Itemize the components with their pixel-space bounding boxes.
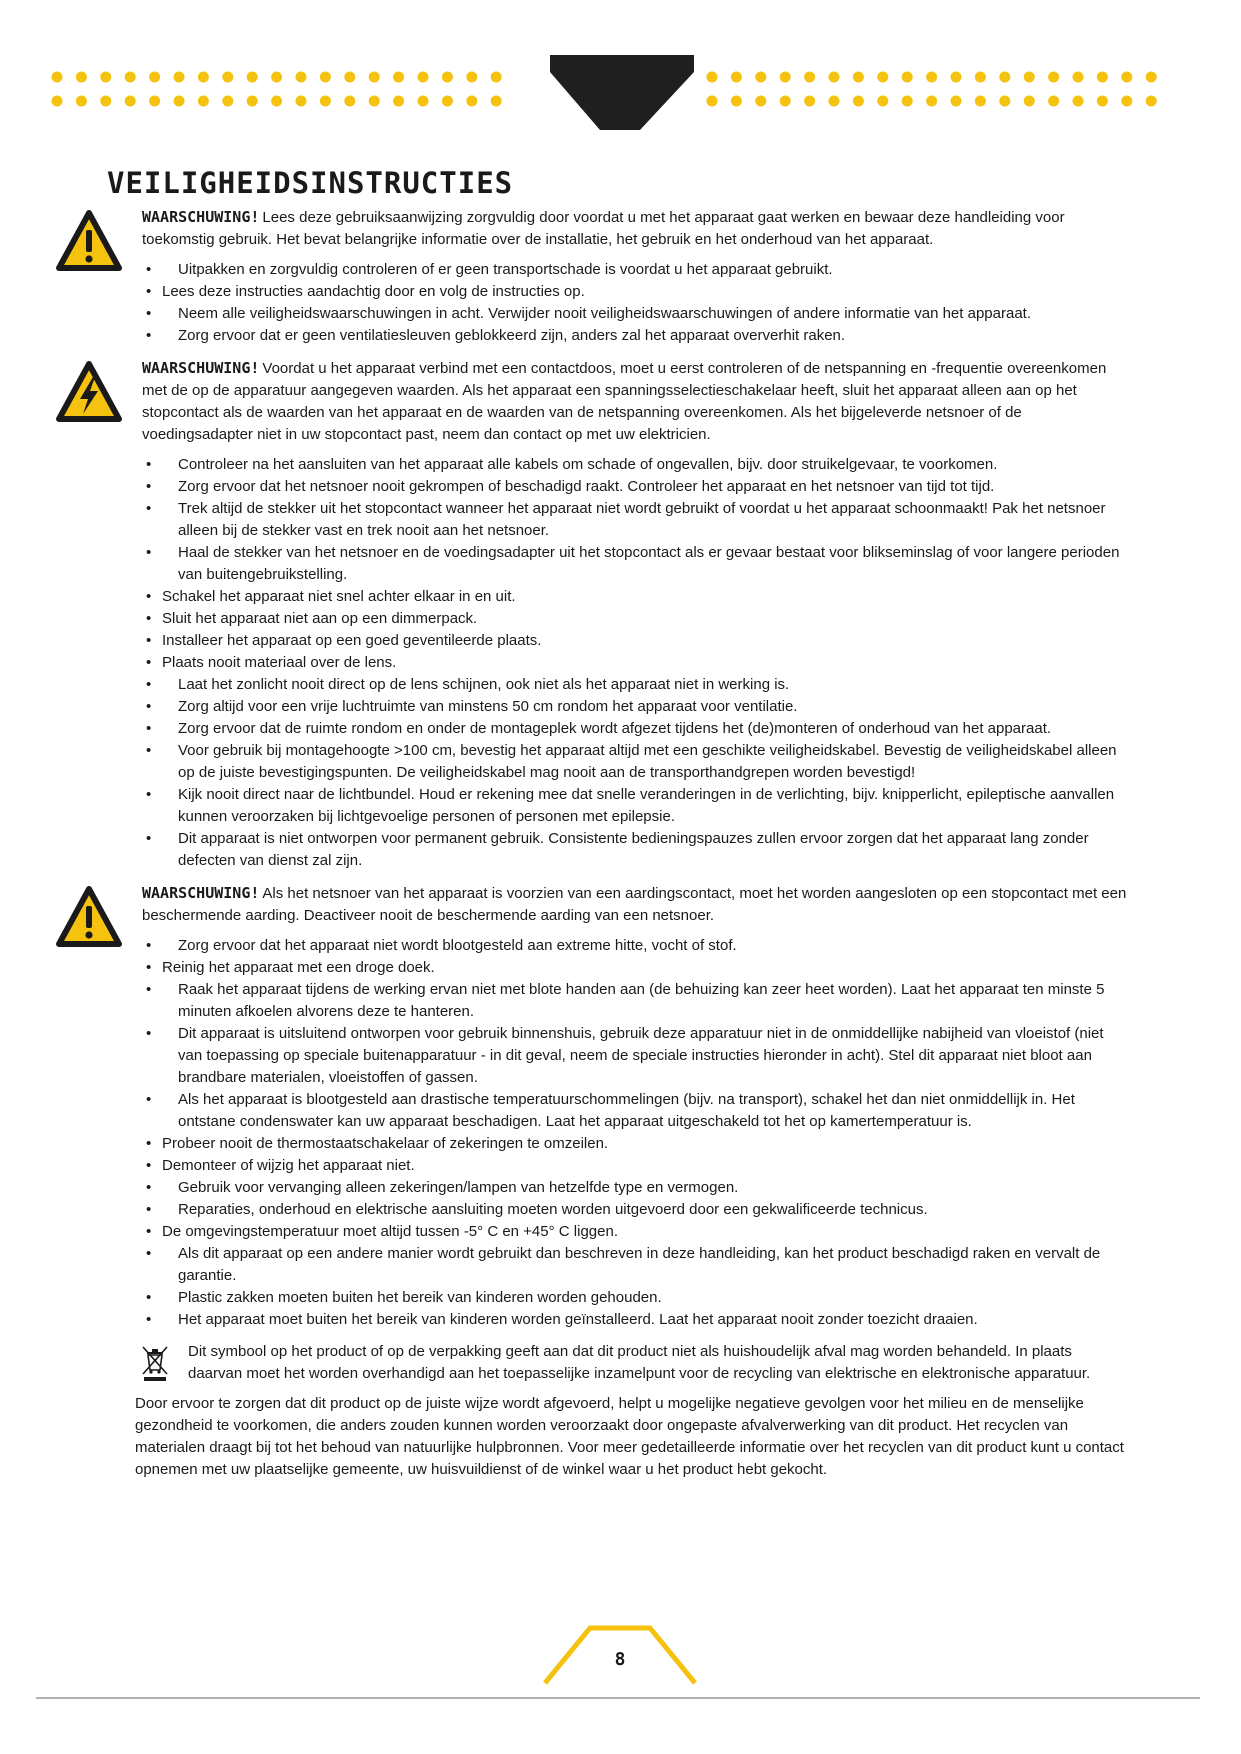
header-dot [52, 72, 63, 83]
header-dot [442, 72, 453, 83]
header-dot [442, 96, 453, 107]
header-dot [1024, 72, 1035, 83]
header-dot [780, 96, 791, 107]
header-dot [1121, 72, 1132, 83]
header-dot [999, 72, 1010, 83]
header-trapezoid [550, 55, 694, 130]
list-item: • Haal de stekker van het netsnoer en de voedingsadapter uit het stopcontact als er gevaar bestaat voor blikseminslag of voor langere perioden van buitengebruikstelling. [146, 544, 1120, 583]
header-dot [222, 72, 233, 83]
list-item: • Gebruik voor vervanging alleen zekeringen/lampen van hetzelfde type en vermogen. [50, 1177, 1130, 1199]
list-item: • Als het apparaat is blootgesteld aan drastische temperatuurschommelingen (bijv. na transport), schakel het dan niet onmiddellijk in. Het ontstane condenswater kan uw apparaat beschadigen. Laat het apparaat uitgeschakeld tot het op kamertemperatuur is. [146, 1091, 1075, 1130]
header-dot [829, 72, 840, 83]
warning-text: Voordat u het apparaat verbind met een contactdoos, moet u eerst controleren of de netspanning en -frequentie overeenkomen met de op de apparatuur aangegeven waarden. Als het apparaat een spanningsselectieschakelaar heeft, sluit het apparaat alleen aan op het stopcontact als de waarden van het apparaat en de waarden van de netspanning overeenkomen. Als het bijgeleverde netsnoer of de voedingsadapter niet in uw stopcontact past, neem dan contact op met uw elektricien. [142, 360, 1107, 443]
header-dot [271, 72, 282, 83]
header-dot [369, 96, 380, 107]
warning-block-1 [50, 206, 1130, 251]
list-item: • Dit apparaat is uitsluitend ontworpen voor gebruik binnenshuis, gebruik deze apparatuur niet in de onmiddellijke nabijheid van vloeistof (niet van toepassing op speciale buitenapparatuur - in dit geval, neem de speciale instructies hieronder in acht). Stel dit apparaat niet bloot aan brandbare materialen, vloeistoffen of gassen. [146, 1025, 1104, 1086]
list-item: • Zorg altijd voor een vrije luchtruimte van minstens 50 cm rondom het apparaat voor ventilatie. [50, 696, 1130, 718]
header-dot [100, 72, 111, 83]
list-item: • Voor gebruik bij montagehoogte >100 cm, bevestig het apparaat altijd met een geschikte veiligheidskabel. Bevestig de veiligheidskabel alleen op de juiste bevestigingspunten. De veiligheidskabel mag nooit aan de transporthandgrepen worden bevestigd! [146, 742, 1117, 781]
header-dot [731, 72, 742, 83]
list-item: • Schakel het apparaat niet snel achter elkaar in en uit. [50, 586, 1130, 608]
bullet-icon: • [146, 654, 152, 671]
header-dot [466, 72, 477, 83]
header-dot [418, 96, 429, 107]
header-dot [731, 96, 742, 107]
header-dot [344, 72, 355, 83]
bullet-icon: • [146, 698, 152, 715]
list-item: • Reinig het apparaat met een droge doek. [50, 957, 1130, 979]
bullet-icon: • [146, 720, 152, 737]
list-item: • Het apparaat moet buiten het bereik van kinderen worden geïnstalleerd. Laat het apparaat nooit zonder toezicht draaien. [50, 1309, 1130, 1331]
bullet-icon: • [146, 610, 152, 627]
header-dot [52, 96, 63, 107]
bullet-icon: • [146, 676, 152, 693]
header-dot [902, 72, 913, 83]
warning-text: Als het netsnoer van het apparaat is voorzien van een aardingscontact, moet het worden aangesloten op een stopcontact met een beschermende aarding. Deactiveer nooit de beschermende aarding van een netsnoer. [142, 885, 1127, 924]
header-dot [491, 96, 502, 107]
header-dot [1073, 96, 1084, 107]
bullet-list-1 [50, 259, 1130, 347]
list-item: • Kijk nooit direct naar de lichtbundel. Houd er rekening mee dat snelle veranderingen in de verlichting, bijv. knipperlicht, epileptische aanvallen kunnen veroorzaken bij lichtgevoelige personen of personen met epilepsie. [146, 786, 1115, 825]
header-dot [247, 72, 258, 83]
header-dot [174, 96, 185, 107]
warning-text: Lees deze gebruiksaanwijzing zorgvuldig door voordat u met het apparaat gaat werken en bewaar deze handleiding voor toekomstig gebruik. Het bevat belangrijke informatie over de installatie, het gebruik en het onderhoud van het apparaat. [142, 209, 1065, 248]
bullet-icon: • [146, 1025, 152, 1042]
header-dot [853, 96, 864, 107]
header-dot [1048, 96, 1059, 107]
header-dot [247, 96, 258, 107]
weee-text: Dit symbool op het product of op de verpakking geeft aan dat dit product niet als huishoudelijk afval mag worden behandeld. In plaats daarvan moet het worden overhandigd aan het toepasselijke inzamelpunt voor de recycling van elektrische en elektronische apparatuur. [188, 1343, 1091, 1382]
header-dot [125, 96, 136, 107]
bullet-icon: • [146, 544, 152, 561]
header-dot [393, 72, 404, 83]
header-dot [707, 72, 718, 83]
bullet-icon: • [146, 1311, 152, 1328]
bullet-icon: • [146, 1135, 152, 1152]
header-dot [198, 96, 209, 107]
bullet-icon: • [146, 830, 152, 847]
bullet-icon: • [146, 261, 152, 278]
header-dot [1146, 72, 1157, 83]
header-dot [926, 96, 937, 107]
bullet-icon: • [146, 786, 152, 803]
header-dot [1024, 96, 1035, 107]
header-dot [198, 72, 209, 83]
header-dot [926, 72, 937, 83]
warning-block-3 [50, 882, 1130, 927]
list-item: • Neem alle veiligheidswaarschuwingen in acht. Verwijder nooit veiligheidswaarschuwingen of andere informatie van het apparaat. [50, 303, 1130, 325]
header-dot [902, 96, 913, 107]
bullet-icon: • [146, 456, 152, 473]
header-dot [418, 72, 429, 83]
page-title: VEILIGHEIDSINSTRUCTIES [107, 166, 514, 200]
bullet-icon: • [146, 1091, 152, 1108]
list-item: • Controleer na het aansluiten van het apparaat alle kabels om schade of ongevallen, bijv. door struikelgevaar, te voorkomen. [50, 454, 1130, 476]
header-decoration [0, 0, 1241, 140]
bullet-icon: • [146, 1289, 152, 1306]
header-dot [804, 72, 815, 83]
bullet-icon: • [146, 1179, 152, 1196]
warning-label: WAARSCHUWING! [142, 884, 260, 902]
header-dot [999, 96, 1010, 107]
header-dot [975, 96, 986, 107]
list-item: • Plaats nooit materiaal over de lens. [50, 652, 1130, 674]
header-dot [100, 96, 111, 107]
header-dots-left [52, 72, 502, 107]
header-dot [76, 96, 87, 107]
header-dot [975, 72, 986, 83]
warning-label: WAARSCHUWING! [142, 359, 260, 377]
header-dot [320, 72, 331, 83]
header-dot [296, 72, 307, 83]
list-item: • Als dit apparaat op een andere manier wordt gebruikt dan beschreven in deze handleiding, kan het product beschadigd raken en vervalt de garantie. [146, 1245, 1101, 1284]
header-dot [1073, 72, 1084, 83]
header-dot [271, 96, 282, 107]
header-dot [1048, 72, 1059, 83]
header-dot [369, 72, 380, 83]
bullet-icon: • [146, 937, 152, 954]
header-dot [951, 96, 962, 107]
list-item: • Zorg ervoor dat de ruimte rondom en onder de montageplek wordt afgezet tijdens het (de)monteren of onderhoud van het apparaat. [50, 718, 1130, 740]
header-dot [320, 96, 331, 107]
list-item: • Probeer nooit de thermostaatschakelaar of zekeringen te omzeilen. [50, 1133, 1130, 1155]
list-item: • Zorg ervoor dat het netsnoer nooit gekrompen of beschadigd raakt. Controleer het apparaat en het netsnoer van tijd tot tijd. [50, 476, 1130, 498]
header-dot [344, 96, 355, 107]
header-dot [877, 96, 888, 107]
bullet-icon: • [146, 305, 152, 322]
bullet-icon: • [146, 632, 152, 649]
header-dot [149, 96, 160, 107]
list-item: • Sluit het apparaat niet aan op een dimmerpack. [50, 608, 1130, 630]
header-dot [853, 72, 864, 83]
header-dot [1097, 72, 1108, 83]
disposal-paragraph: Door ervoor te zorgen dat dit product op de juiste wijze wordt afgevoerd, helpt u mogelijke negatieve gevolgen voor het milieu en de menselijke gezondheid te voorkomen, die anders zouden kunnen worden veroorzaakt door ongepaste afvalverwerking van dit product. Het recyclen van materialen draagt bij tot het behoud van natuurlijke hulpbronnen. Voor meer gedetailleerde informatie over het recyclen van dit product kunt u contact opnemen met uw plaatselijke gemeente, uw huisvuildienst of de winkel waar u het product hebt gekocht. [135, 1395, 1124, 1478]
bullet-list-2 [50, 454, 1130, 872]
header-dot [174, 72, 185, 83]
header-dot [707, 96, 718, 107]
bullet-icon: • [146, 981, 152, 998]
bullet-icon: • [146, 959, 152, 976]
header-dot [1097, 96, 1108, 107]
header-dot [466, 96, 477, 107]
list-item: • Zorg ervoor dat er geen ventilatiesleuven geblokkeerd zijn, anders zal het apparaat oververhit raken. [50, 325, 1130, 347]
header-dot [755, 72, 766, 83]
bullet-icon: • [146, 1245, 152, 1262]
bullet-icon: • [146, 500, 152, 517]
header-dot [491, 72, 502, 83]
header-dot [76, 72, 87, 83]
header-dot [1121, 96, 1132, 107]
bullet-icon: • [146, 327, 152, 344]
list-item: • Zorg ervoor dat het apparaat niet wordt blootgesteld aan extreme hitte, vocht of stof. [50, 935, 1130, 957]
list-item: • De omgevingstemperatuur moet altijd tussen -5° C en +45° C liggen. [50, 1221, 1130, 1243]
bullet-icon: • [146, 478, 152, 495]
list-item: • Reparaties, onderhoud en elektrische aansluiting moeten worden uitgevoerd door een gekwalificeerde technicus. [50, 1199, 1130, 1221]
header-dot [877, 72, 888, 83]
header-dot [829, 96, 840, 107]
header-dot [951, 72, 962, 83]
list-item: • Laat het zonlicht nooit direct op de lens schijnen, ook niet als het apparaat niet in werking is. [50, 674, 1130, 696]
weee-notice [50, 1341, 1130, 1385]
document-body [50, 206, 1130, 1481]
header-dot [296, 96, 307, 107]
bullet-list-3 [50, 935, 1130, 1331]
bullet-icon: • [146, 588, 152, 605]
warning-block-2 [50, 357, 1130, 446]
list-item: • Plastic zakken moeten buiten het bereik van kinderen worden gehouden. [50, 1287, 1130, 1309]
bullet-icon: • [146, 742, 152, 759]
header-dots-right [707, 72, 1157, 107]
crossed-bin-icon [138, 1343, 172, 1383]
header-dot [125, 72, 136, 83]
bullet-icon: • [146, 1223, 152, 1240]
header-dot [755, 96, 766, 107]
list-item: • Dit apparaat is niet ontworpen voor permanent gebruik. Consistente bedieningspauzes zullen ervoor zorgen dat het apparaat lang zonder defecten van dienst zal zijn. [146, 830, 1089, 869]
electric-hazard-icon [56, 361, 122, 423]
list-item: • Raak het apparaat tijdens de werking ervan niet met blote handen aan (de behuizing kan zeer heet worden). Laat het apparaat ten minste 5 minuten afkoelen alvorens deze te hanteren. [146, 981, 1105, 1020]
warning-label: WAARSCHUWING! [142, 208, 260, 226]
header-dot [804, 96, 815, 107]
header-dot [222, 96, 233, 107]
list-item: • Lees deze instructies aandachtig door en volg de instructies op. [50, 281, 1130, 303]
header-dot [1146, 96, 1157, 107]
header-dot [780, 72, 791, 83]
bullet-icon: • [146, 1157, 152, 1174]
list-item: • Uitpakken en zorgvuldig controleren of er geen transportschade is voordat u het apparaat gebruikt. [50, 259, 1130, 281]
bullet-icon: • [146, 283, 152, 300]
list-item: • Trek altijd de stekker uit het stopcontact wanneer het apparaat niet wordt gebruikt of voordat u het apparaat schoonmaakt! Pak het netsnoer alleen bij de stekker vast en trek nooit aan het netsnoer. [146, 500, 1106, 539]
list-item: • Demonteer of wijzig het apparaat niet. [50, 1155, 1130, 1177]
page-number: 8 [614, 1649, 626, 1670]
list-item: • Installeer het apparaat op een goed geventileerde plaats. [50, 630, 1130, 652]
header-dot [393, 96, 404, 107]
header-dot [149, 72, 160, 83]
bullet-icon: • [146, 1201, 152, 1218]
